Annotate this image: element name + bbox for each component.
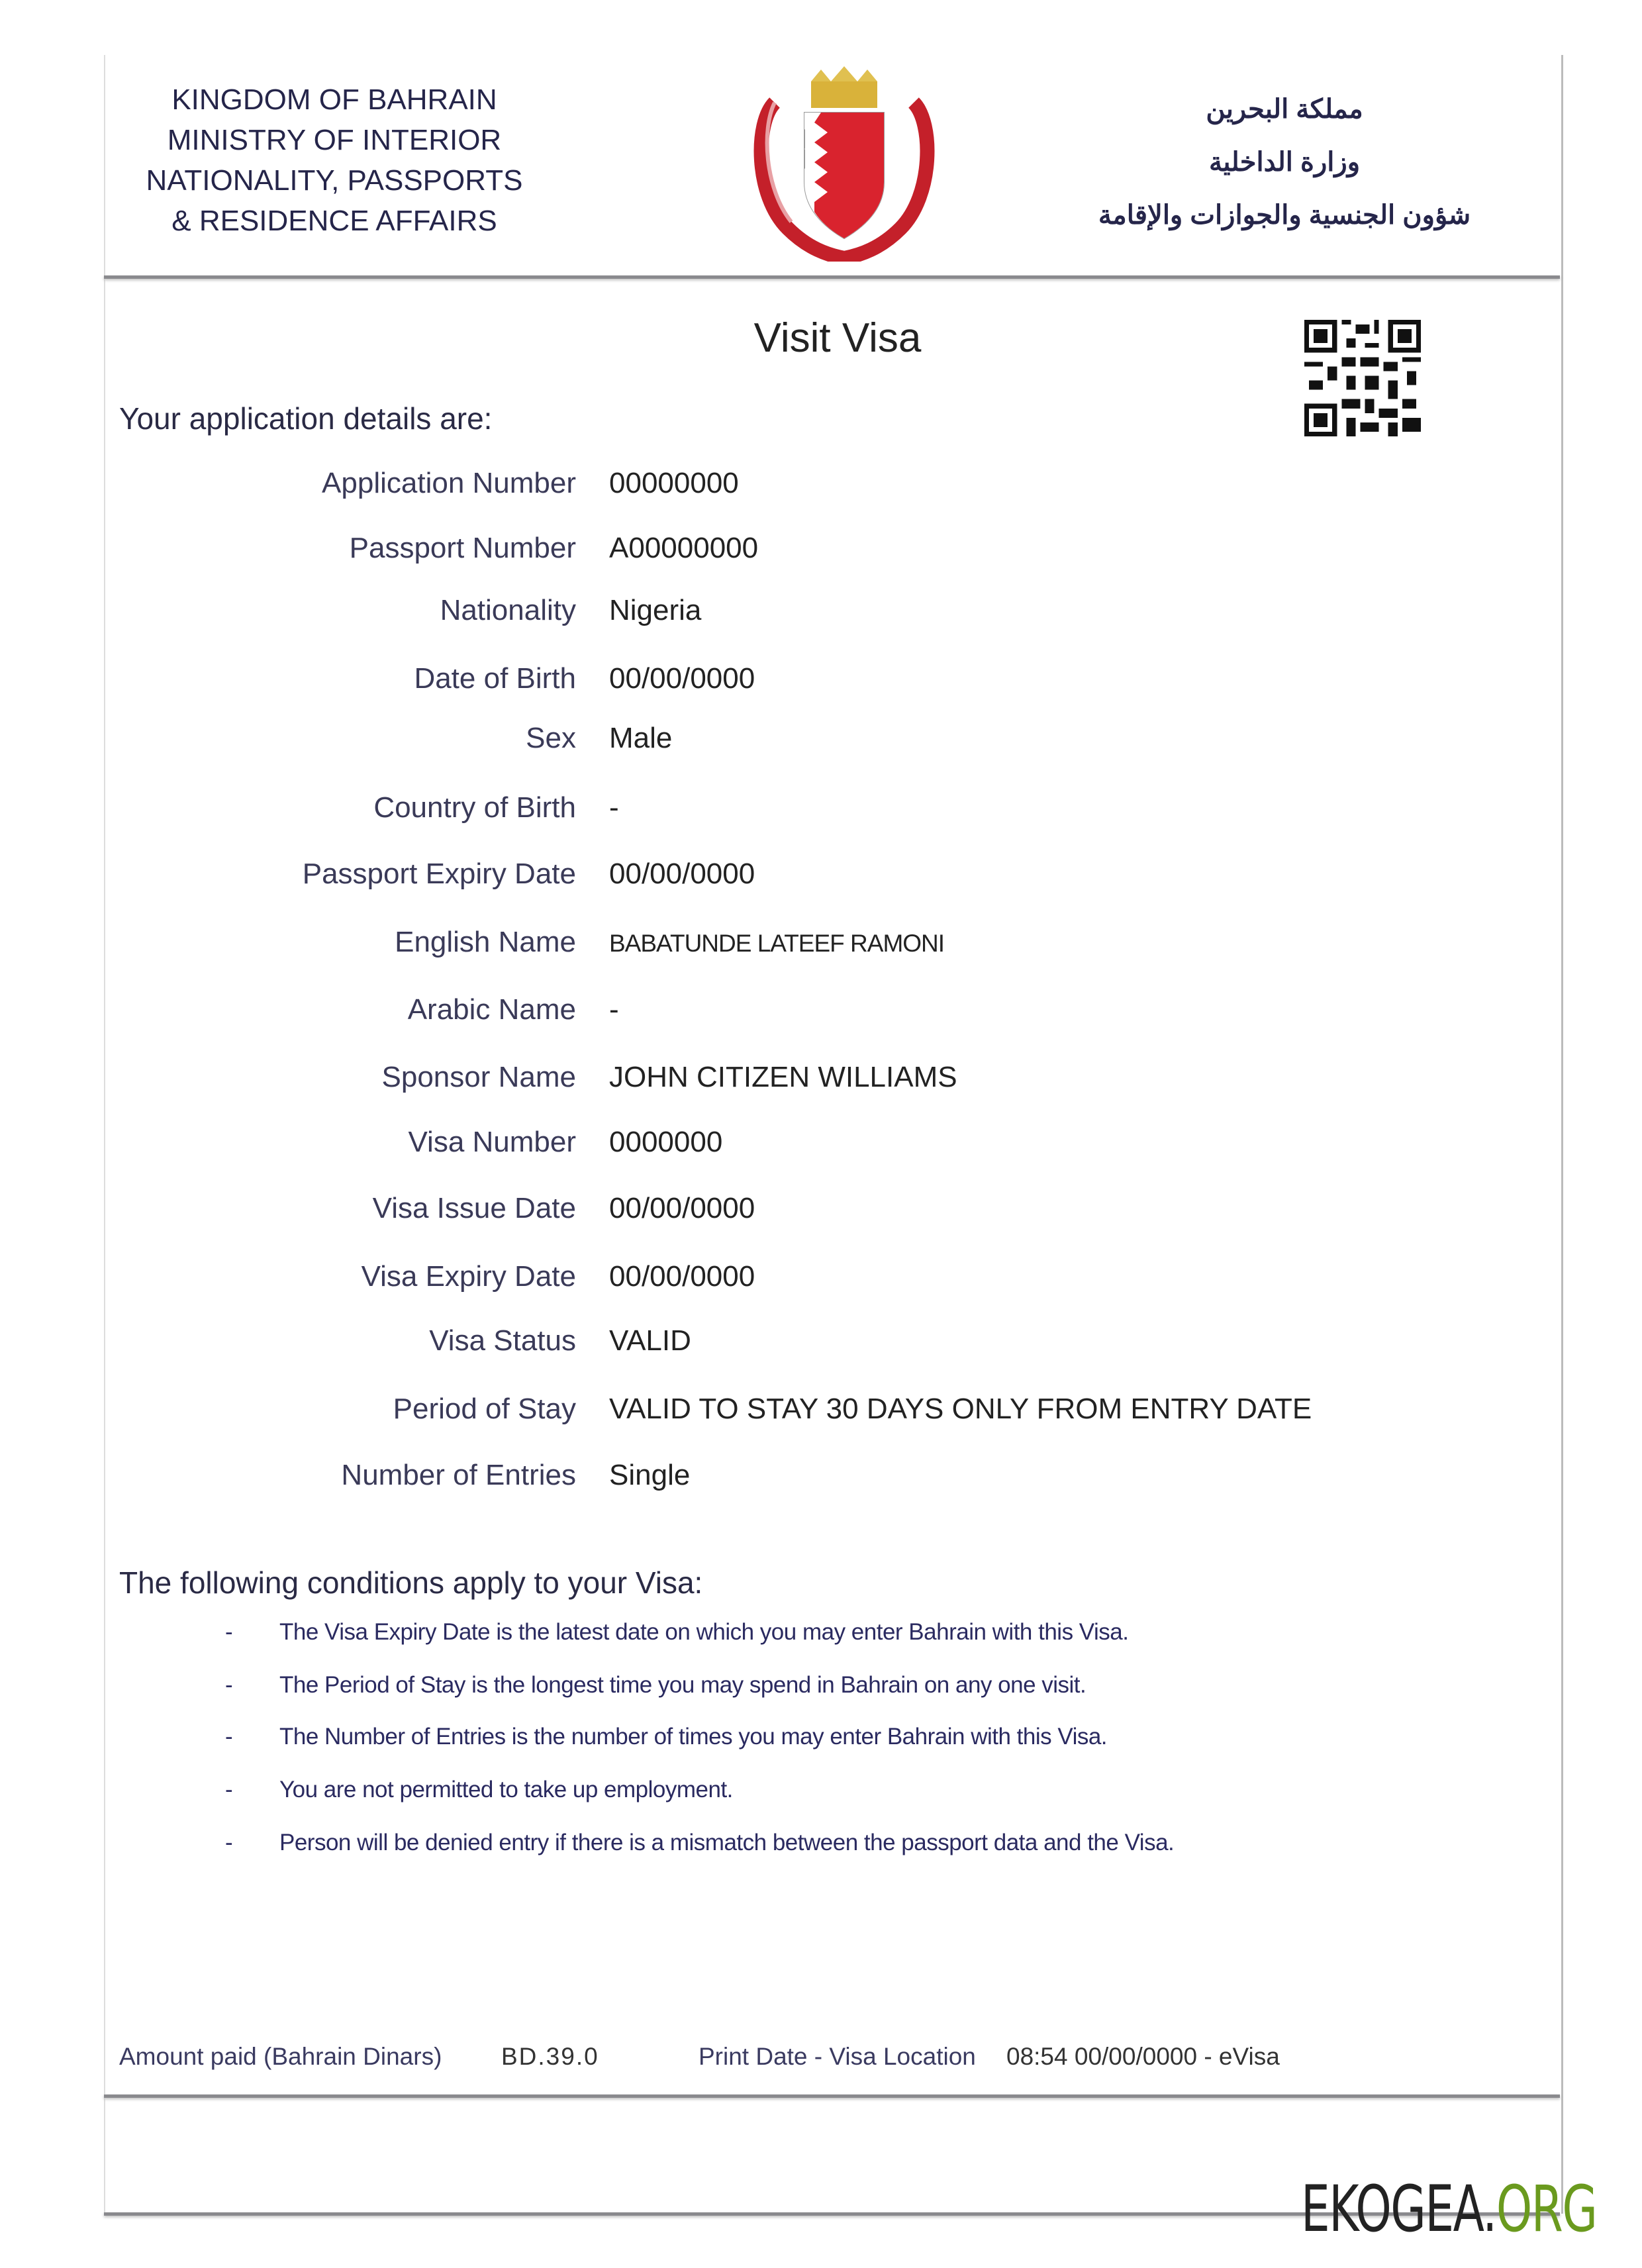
detail-label: Nationality [440,594,576,626]
condition-text: The Visa Expiry Date is the latest date on which you may enter Bahrain with this Visa. [279,1619,1129,1645]
amount-paid-label: Amount paid (Bahrain Dinars) [119,2043,442,2070]
detail-row [0,722,1642,762]
header-line: شؤون الجنسية والجوازات والإقامة [1098,201,1471,230]
detail-row [0,1192,1642,1232]
detail-value: - [609,993,619,1026]
detail-row [0,993,1642,1033]
detail-value: VALID TO STAY 30 DAYS ONLY FROM ENTRY DATE [609,1393,1312,1425]
detail-value: JOHN CITIZEN WILLIAMS [609,1061,957,1093]
detail-label: Sex [526,722,576,754]
detail-row [0,1260,1642,1300]
bullet-dash: - [225,1724,233,1750]
watermark-text: EKOGEA. [1301,2172,1496,2246]
detail-label: Country of Birth [373,791,576,824]
detail-value: A00000000 [609,532,759,564]
bahrain-emblem-icon [748,63,940,262]
detail-label: Visa Expiry Date [361,1260,576,1293]
detail-value: 0000000 [609,1126,723,1158]
detail-row [0,1061,1642,1101]
header-line: & RESIDENCE AFFAIRS [171,205,497,237]
detail-row [0,594,1642,634]
bullet-dash: - [225,1619,233,1645]
detail-row [0,1459,1642,1499]
detail-value: - [609,791,619,824]
bullet-dash: - [225,1672,233,1698]
detail-label: Number of Entries [341,1459,576,1491]
detail-row [0,858,1642,897]
header-line: وزارة الداخلية [1208,148,1361,177]
print-date-value: 08:54 00/00/0000 - eVisa [1006,2043,1280,2070]
condition-text: Person will be denied entry if there is a mismatch between the passport data and the Visa. [279,1830,1175,1855]
detail-value: 00/00/0000 [609,662,755,695]
detail-label: Visa Status [429,1324,576,1357]
detail-row [0,791,1642,831]
detail-row [0,1126,1642,1165]
watermark [1301,2172,1596,2246]
detail-value: VALID [609,1324,691,1357]
detail-label: Period of Stay [393,1393,576,1425]
watermark-accent-text: ORG [1496,2172,1597,2246]
detail-label: Visa Issue Date [372,1192,576,1224]
detail-value: 00/00/0000 [609,1260,755,1293]
qr-code-icon [1304,320,1421,436]
detail-row [0,926,1642,965]
print-date-label: Print Date - Visa Location [699,2043,976,2070]
detail-value: BABATUNDE LATEEF RAMONI [609,930,945,957]
detail-label: Passport Expiry Date [302,858,576,890]
header-english [132,79,536,241]
detail-row [0,1324,1642,1364]
header-line: MINISTRY OF INTERIOR [167,124,502,156]
conditions-heading: The following conditions apply to your Visa: [119,1565,703,1600]
detail-value: 00/00/0000 [609,858,755,890]
bullet-dash: - [225,1830,233,1855]
detail-label: Application Number [322,467,576,499]
detail-row [0,467,1642,507]
detail-label: Date of Birth [414,662,576,695]
condition-text: You are not permitted to take up employment. [279,1777,733,1802]
detail-value: 00/00/0000 [609,1192,755,1224]
detail-row [0,1393,1642,1432]
detail-value: 00000000 [609,467,739,499]
footer-divider [104,2095,1560,2098]
header-line: KINGDOM OF BAHRAIN [171,83,497,116]
detail-value: Male [609,722,673,754]
detail-label: Arabic Name [407,993,576,1026]
bullet-dash: - [225,1777,233,1802]
detail-row [0,662,1642,702]
condition-text: The Period of Stay is the longest time you may spend in Bahrain on any one visit. [279,1672,1087,1698]
detail-row [0,532,1642,571]
detail-value: Single [609,1459,691,1491]
detail-label: English Name [395,926,576,958]
detail-label: Sponsor Name [381,1061,576,1093]
condition-text: The Number of Entries is the number of times you may enter Bahrain with this Visa. [279,1724,1108,1750]
header-line: مملكة البحرين [1206,95,1363,124]
header-divider [104,275,1560,279]
detail-value: Nigeria [609,594,702,626]
document-title: Visit Visa [753,315,922,361]
header-line: NATIONALITY, PASSPORTS [146,164,523,197]
detail-label: Passport Number [349,532,576,564]
amount-paid-value: BD.39.0 [501,2043,599,2070]
intro-text: Your application details are: [119,401,493,436]
header-arabic [1086,83,1483,242]
detail-label: Visa Number [408,1126,576,1158]
